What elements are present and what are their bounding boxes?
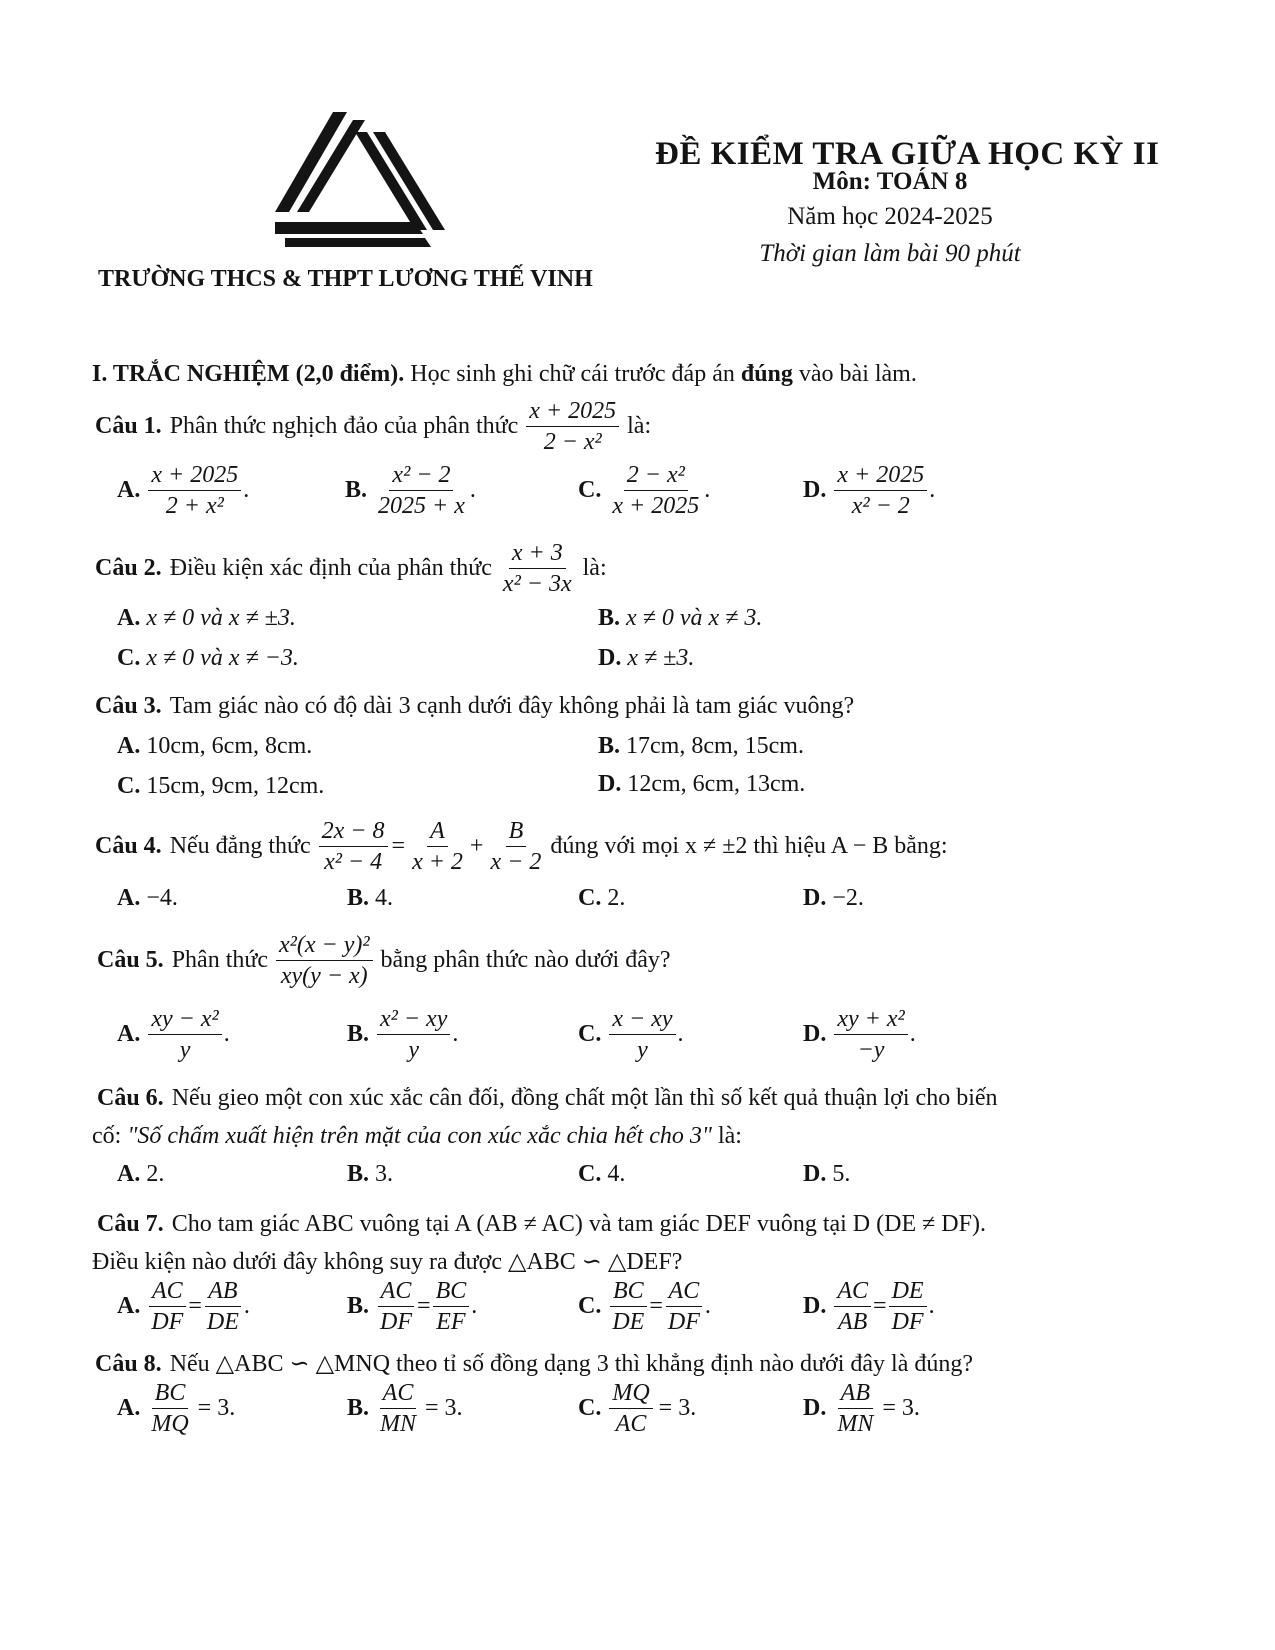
fraction: $\frac{x + 2025}{\text{2 − x²}}$ (526, 398, 619, 456)
q3-option-d: D. 12cm, 6cm, 13cm. (598, 771, 806, 797)
q2-option-c: C. x ≠ 0 và x ≠ −3. (117, 645, 299, 671)
q3-option-b: B. 17cm, 8cm, 15cm. (598, 733, 804, 759)
q6-option-a: A. 2. (117, 1161, 165, 1187)
q4-option-b: B. 4. (347, 885, 394, 911)
question-2: Câu 2. Điều kiện xác định của phân thức $\frac{x + 3}{\text{x² − 3x}}$ là: (95, 540, 607, 598)
q7-option-a: A. $\frac{AC}{DF}$ = $\frac{AB}{DE}$ . (117, 1278, 250, 1336)
q6-option-c: C. 4. (578, 1161, 626, 1187)
q4-option-a: A. −4. (117, 885, 178, 911)
q3-option-c: C. 15cm, 9cm, 12cm. (117, 773, 325, 799)
question-4: Câu 4. Nếu đẳng thức $\frac{2x - 8}{\text{x² − 4}}$ = $\frac{A}{x + 2}$ + $\frac{B}{x - 2}$ đúng với mọi x ≠ ±2 thì hiệu A − B bằng: (95, 818, 948, 876)
q7-option-c: C. $\frac{BC}{DE}$ = $\frac{AC}{DF}$ . (578, 1278, 711, 1336)
q1-option-a: A. $\frac{x + 2025}{\text{2 + x²}}$ . (117, 462, 250, 520)
school-name: TRƯỜNG THCS & THPT LƯƠNG THẾ VINH (98, 266, 593, 292)
q8-option-b: B. $\frac{AC}{MN}$ = 3. (347, 1380, 463, 1438)
q4-option-c: C. 2. (578, 885, 626, 911)
triangle-logo-icon (275, 112, 445, 247)
section-heading: I. TRẮC NGHIỆM (2,0 điểm). Học sinh ghi chữ cái trước đáp án đúng vào bài làm. (92, 361, 917, 387)
q6-option-d: D. 5. (803, 1161, 851, 1187)
q5-option-d: D. $\frac{\text{xy + x²}}{-y}$ . (803, 1006, 916, 1064)
question-6: Câu 6. Nếu gieo một con xúc xắc cân đối, đồng chất một lần thì số kết quả thuận lợi cho biến (97, 1085, 998, 1111)
question-6-line2: cố: "Số chấm xuất hiện trên mặt của con xúc xắc chia hết cho 3" là: (92, 1123, 742, 1149)
question-7-line2: Điều kiện nào dưới đây không suy ra được △ABC ∽ △DEF? (92, 1249, 683, 1275)
q5-option-b: B. $\frac{\text{x² − xy}}{y}$ . (347, 1006, 459, 1064)
q5-option-a: A. $\frac{\text{xy − x²}}{y}$ . (117, 1006, 230, 1064)
subject: Môn: TOÁN 8 (812, 168, 968, 195)
q1-option-c: C. $\frac{\text{2 − x²}}{x + 2025}$ . (578, 462, 711, 520)
school-year: Năm học 2024-2025 (787, 203, 993, 230)
q8-option-c: C. $\frac{MQ}{AC}$ = 3. (578, 1380, 697, 1438)
question-1: Câu 1. Phân thức nghịch đảo của phân thức $\frac{x + 2025}{\text{2 − x²}}$ là: (95, 398, 652, 456)
q1-option-b: B. $\frac{\text{x² − 2}}{2025 + x}$ . (345, 462, 476, 520)
q2-option-b: B. x ≠ 0 và x ≠ 3. (598, 605, 763, 631)
duration: Thời gian làm bài 90 phút (759, 240, 1021, 267)
q5-option-c: C. $\frac{x - xy}{y}$ . (578, 1006, 684, 1064)
question-8: Câu 8. Nếu △ABC ∽ △MNQ theo tỉ số đồng dạng 3 thì khẳng định nào dưới đây là đúng? (95, 1351, 973, 1377)
question-7: Câu 7. Cho tam giác ABC vuông tại A (AB ≠ AC) và tam giác DEF vuông tại D (DE ≠ DF). (97, 1211, 986, 1237)
q8-option-a: A. $\frac{BC}{MQ}$ = 3. (117, 1380, 236, 1438)
q8-option-d: D. $\frac{AB}{MN}$ = 3. (803, 1380, 920, 1438)
q3-option-a: A. 10cm, 6cm, 8cm. (117, 733, 313, 759)
q4-option-d: D. −2. (803, 885, 864, 911)
q7-option-b: B. $\frac{AC}{DF}$ = $\frac{BC}{EF}$ . (347, 1278, 478, 1336)
q7-option-d: D. $\frac{AC}{AB}$ = $\frac{DE}{DF}$ . (803, 1278, 935, 1336)
q2-option-a: A. x ≠ 0 và x ≠ ±3. (117, 605, 296, 631)
question-3: Câu 3. Tam giác nào có độ dài 3 cạnh dưới đây không phải là tam giác vuông? (95, 693, 855, 719)
question-5: Câu 5. Phân thức $\frac{\text{x²(x − y)²}}{xy(y - x)}$ bằng phân thức nào dưới đây? (97, 932, 671, 990)
q1-option-d: D. $\frac{x + 2025}{\text{x² − 2}}$ . (803, 462, 936, 520)
exam-title: ĐỀ KIỂM TRA GIỮA HỌC KỲ II (655, 136, 1160, 172)
q6-option-b: B. 3. (347, 1161, 394, 1187)
q2-option-d: D. x ≠ ±3. (598, 645, 695, 671)
